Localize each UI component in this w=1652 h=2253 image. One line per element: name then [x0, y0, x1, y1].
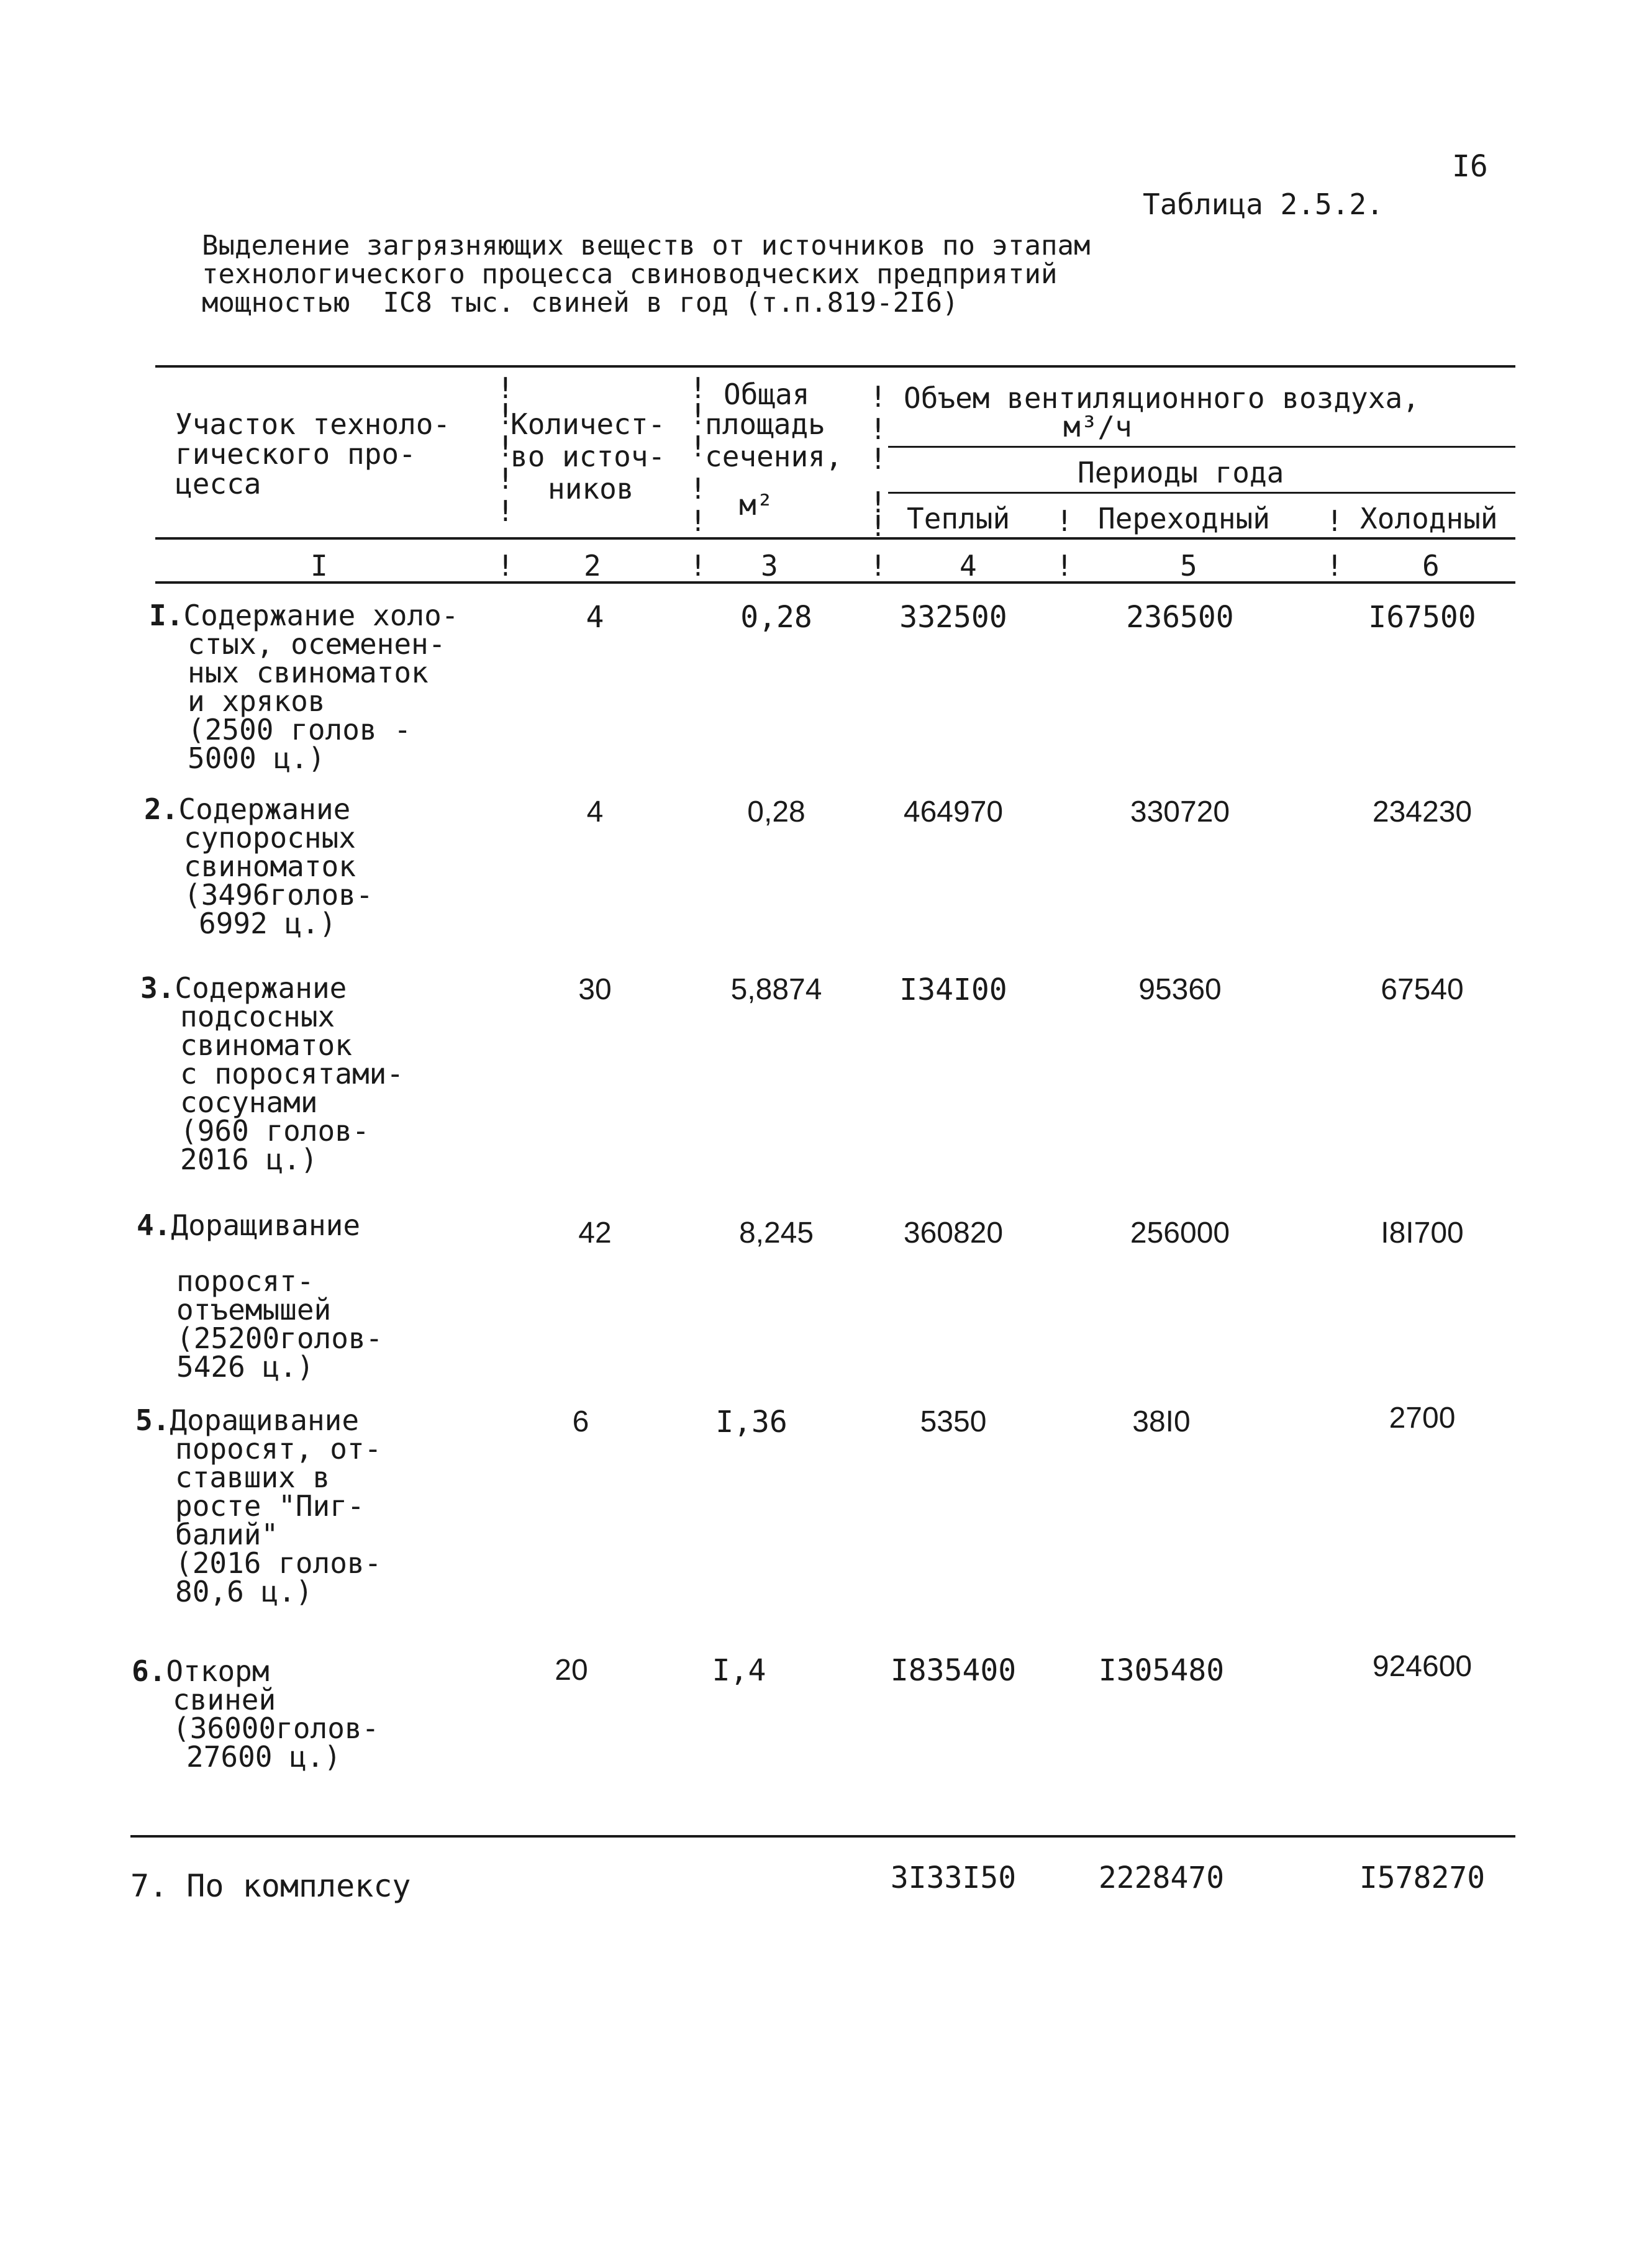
- row-name: [140, 971, 347, 1005]
- total-warm: 3I33I50: [890, 1861, 1017, 1895]
- separator: !: [1326, 504, 1343, 538]
- cell-area: 8,245: [738, 1217, 814, 1249]
- cell-transition: 256000: [1130, 1217, 1230, 1249]
- cell-cold: I8I700: [1381, 1217, 1464, 1249]
- cell-sources: 42: [578, 1217, 612, 1249]
- separator: !: [497, 397, 514, 431]
- header-text: гического про-: [175, 437, 416, 471]
- total-cold: I578270: [1359, 1861, 1486, 1895]
- header-subgroup: Периоды года: [1078, 456, 1284, 489]
- group-rule: [888, 446, 1515, 448]
- row-number: I.: [149, 599, 184, 632]
- column-number: 3: [761, 549, 778, 583]
- title-line: технологического процесса свиноводческих предприятий: [202, 258, 1058, 290]
- header-text: м³/ч: [1063, 410, 1132, 443]
- column-number: 4: [960, 549, 977, 583]
- separator: !: [1326, 549, 1343, 583]
- header-text: Количест-: [511, 407, 666, 441]
- cell-area: 0,28: [740, 600, 812, 635]
- row-name-line: ных свиноматок: [188, 656, 429, 689]
- row-name-line: 80,6 ц.): [175, 1575, 313, 1608]
- header-text: Общая: [724, 378, 810, 411]
- row-name: [149, 601, 459, 630]
- row-name-line: 5426 ц.): [176, 1350, 314, 1384]
- row-name-line: супоросных: [184, 821, 356, 855]
- header-text: Объем вентиляционного воздуха,: [904, 381, 1420, 415]
- separator: !: [689, 371, 707, 405]
- cell-sources: 20: [555, 1654, 588, 1687]
- separator: !: [689, 549, 707, 583]
- separator: !: [1056, 504, 1073, 538]
- cell-warm: 360820: [903, 1217, 1004, 1249]
- row-name-line: свиней: [173, 1683, 276, 1716]
- header-top-rule: [155, 365, 1515, 368]
- row-name-line: (36000голов-: [173, 1711, 379, 1745]
- header-bottom-rule: [155, 537, 1515, 540]
- cell-cold: I67500: [1368, 600, 1476, 635]
- cell-warm: 5350: [920, 1405, 987, 1438]
- row-name-line: стых, осеменен-: [188, 627, 446, 661]
- header-period-warm: Теплый: [907, 502, 1010, 535]
- separator: !: [497, 549, 514, 583]
- separator: !: [869, 442, 887, 476]
- row-name-line: Доращивание: [171, 1208, 361, 1242]
- row-number: 3.: [140, 971, 175, 1005]
- cell-warm: 332500: [899, 600, 1007, 635]
- row-name-line: свиноматок: [180, 1028, 352, 1062]
- cell-area: 5,8874: [730, 973, 822, 1006]
- colnum-bottom-rule: [155, 581, 1515, 584]
- row-name-line: балий": [175, 1518, 279, 1551]
- cell-cold: 2700: [1389, 1402, 1456, 1435]
- cell-cold: 234230: [1372, 796, 1473, 828]
- table-bottom-rule: [130, 1835, 1515, 1838]
- row-name-line: 27600 ц.): [186, 1740, 342, 1774]
- row-name-line: Содержание: [178, 792, 351, 826]
- row-number: 4.: [137, 1208, 171, 1242]
- cell-area: 0,28: [747, 796, 806, 828]
- cell-area: I,4: [712, 1653, 766, 1688]
- row-name-line: (960 голов-: [180, 1114, 370, 1148]
- column-number: 6: [1422, 549, 1440, 583]
- header-text: Участок техноло-: [175, 407, 451, 441]
- row-name: [132, 1654, 270, 1688]
- cell-warm: I835400: [890, 1653, 1017, 1688]
- header-text: м²: [739, 488, 774, 522]
- row-name-line: 6992 ц.): [199, 907, 337, 940]
- column-number: 5: [1180, 549, 1197, 583]
- separator: !: [689, 472, 707, 505]
- row-name-line: отъемышей: [176, 1293, 332, 1326]
- cell-transition: 330720: [1130, 796, 1230, 828]
- page-number: I6: [1452, 149, 1488, 184]
- column-number: 2: [584, 549, 601, 583]
- separator: !: [689, 504, 707, 538]
- table-label: Таблица 2.5.2.: [1143, 188, 1384, 221]
- cell-sources: 4: [586, 600, 604, 635]
- header-period-transition: Переходный: [1098, 502, 1270, 535]
- cell-sources: 30: [578, 973, 612, 1006]
- row-name-line: сосунами: [180, 1086, 318, 1119]
- row-name-line: Доращивание: [170, 1403, 360, 1437]
- cell-sources: 6: [572, 1405, 589, 1438]
- cell-transition: 95360: [1138, 973, 1222, 1006]
- separator: !: [497, 462, 514, 496]
- separator: !: [869, 412, 887, 446]
- row-name-line: подсосных: [180, 1000, 335, 1033]
- column-number: I: [311, 549, 328, 583]
- row-name-line: Откорм: [166, 1654, 270, 1688]
- separator: !: [689, 397, 707, 431]
- cell-transition: I305480: [1098, 1653, 1225, 1688]
- row-name-line: (2500 голов -: [188, 713, 412, 746]
- row-name-line: Содержание холо-: [183, 599, 459, 632]
- cell-transition: 236500: [1126, 600, 1234, 635]
- row-name: [135, 1403, 360, 1437]
- separator: !: [869, 486, 887, 519]
- header-text: во источ-: [511, 440, 666, 473]
- separator: !: [869, 380, 887, 414]
- cell-area: I,36: [715, 1405, 787, 1439]
- subgroup-rule: [888, 492, 1515, 494]
- separator: !: [497, 430, 514, 463]
- total-label: 7. По комплексу: [130, 1868, 411, 1904]
- cell-warm: I34I00: [899, 972, 1007, 1007]
- separator: !: [689, 430, 707, 463]
- row-name-line: (25200голов-: [176, 1321, 383, 1355]
- row-name-line: 5000 ц.): [188, 741, 325, 775]
- row-name-line: и хряков: [188, 684, 325, 718]
- cell-cold: 924600: [1372, 1650, 1473, 1683]
- row-name-line: росте "Пиг-: [175, 1489, 365, 1523]
- row-name-line: ставших в: [175, 1461, 330, 1494]
- row-number: 5.: [135, 1403, 170, 1437]
- cell-warm: 464970: [903, 796, 1004, 828]
- row-name-line: (2016 голов-: [175, 1546, 382, 1580]
- row-name-line: (3496голов-: [184, 878, 373, 912]
- row-number: 6.: [132, 1654, 166, 1688]
- row-name-line: поросят-: [176, 1264, 314, 1298]
- row-number: 2.: [144, 792, 179, 826]
- separator: !: [497, 371, 514, 405]
- title-line: мощностью IC8 тыс. свиней в год (т.п.819-2I6): [202, 287, 959, 319]
- header-text: цесса: [175, 467, 261, 501]
- row-name-line: свиноматок: [184, 850, 356, 883]
- row-name-line: 2016 ц.): [180, 1143, 318, 1176]
- header-text: сечения,: [705, 440, 843, 473]
- separator: !: [497, 494, 514, 528]
- cell-cold: 67540: [1381, 973, 1464, 1006]
- separator: !: [869, 509, 887, 543]
- separator: !: [869, 549, 887, 583]
- header-text: ников: [548, 472, 634, 505]
- row-name-line: с поросятами-: [180, 1057, 404, 1090]
- total-transition: 2228470: [1098, 1861, 1225, 1895]
- row-name: [137, 1208, 361, 1242]
- separator: !: [1056, 549, 1073, 583]
- cell-sources: 4: [586, 796, 604, 828]
- row-name-line: Содержание: [175, 971, 347, 1005]
- cell-transition: 38I0: [1132, 1405, 1191, 1438]
- row-name-line: поросят, от-: [175, 1432, 382, 1466]
- title-line: Выделение загрязняющих веществ от источников по этапам: [202, 230, 1091, 261]
- header-period-cold: Холодный: [1360, 502, 1498, 535]
- row-name: [144, 792, 351, 826]
- header-text: площадь: [705, 407, 825, 441]
